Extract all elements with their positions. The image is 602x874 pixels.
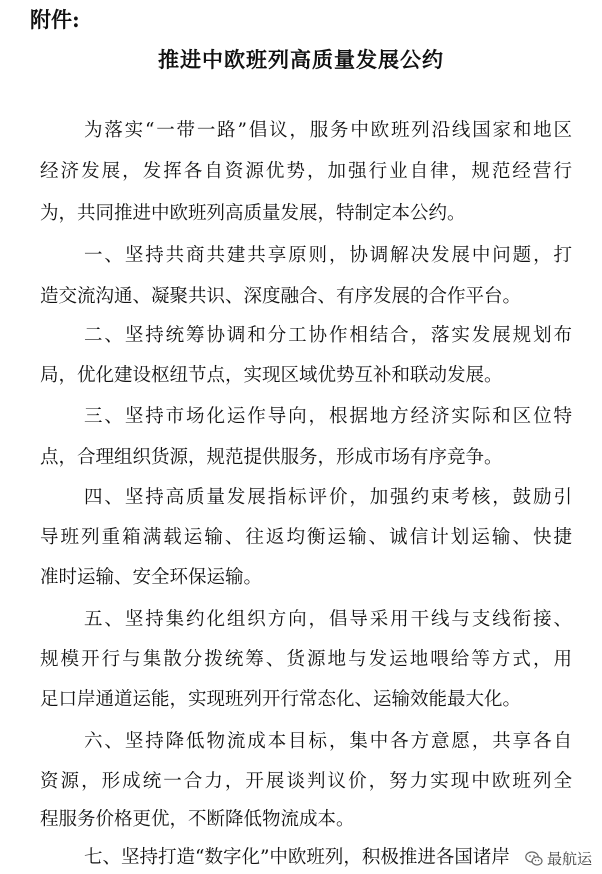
paragraph-line: 五、坚持集约化组织方向，倡导采用干线与支线衔接、	[84, 609, 572, 630]
paragraph-line: 经济发展，发挥各自资源优势，加强行业自律，规范经营行	[40, 161, 572, 182]
paragraph-line: 局，优化建设枢纽节点，实现区域优势互补和联动发展。	[40, 365, 503, 386]
paragraph-line: 六、坚持降低物流成本目标，集中各方意愿，共享各自	[84, 731, 572, 752]
paragraph-line: 准时运输、安全环保运输。	[40, 567, 263, 588]
watermark	[525, 850, 592, 868]
paragraph-line: 点，合理组织货源，规范提供服务，形成市场有序竞争。	[40, 447, 503, 468]
paragraph-line: 七、坚持打造“数字化”中欧班列，积极推进各国诸岸	[84, 847, 510, 868]
paragraph-line: 四、坚持高质量发展指标评价，加强约束考核，鼓励引	[84, 487, 572, 508]
paragraph-line: 导班列重箱满载运输、往返均衡运输、诚信计划运输、快捷	[40, 527, 572, 548]
document-title: 推进中欧班列高质量发展公约	[158, 47, 444, 72]
watermark-text: 最航运	[546, 850, 592, 868]
paragraph-line: 资源，形成统一合力，开展谈判议价，努力实现中欧班列全	[40, 771, 572, 792]
paragraph-line: 程服务价格更优，不断降低物流成本。	[40, 809, 355, 830]
paragraph-line: 二、坚持统筹协调和分工协作相结合，落实发展规划布	[84, 325, 572, 346]
attachment-label: 附件:	[30, 7, 80, 32]
wechat-icon	[525, 851, 543, 867]
paragraph-line: 三、坚持市场化运作导向，根据地方经济实际和区位特	[84, 406, 572, 427]
paragraph-line: 一、坚持共商共建共享原则，协调解决发展中问题，打	[84, 245, 572, 266]
paragraph-line: 规模开行与集散分拨统筹、货源地与发运地喂给等方式，用	[40, 649, 572, 670]
paragraph-line: 足口岸通道运能，实现班列开行常态化、运输效能最大化。	[40, 689, 522, 710]
paragraph-line: 为落实“一带一路”倡议，服务中欧班列沿线国家和地区	[84, 120, 572, 141]
paragraph-line: 造交流沟通、凝聚共识、深度融合、有序发展的合作平台。	[40, 286, 522, 307]
paragraph-line: 为，共同推进中欧班列高质量发展，特制定本公约。	[40, 203, 466, 224]
